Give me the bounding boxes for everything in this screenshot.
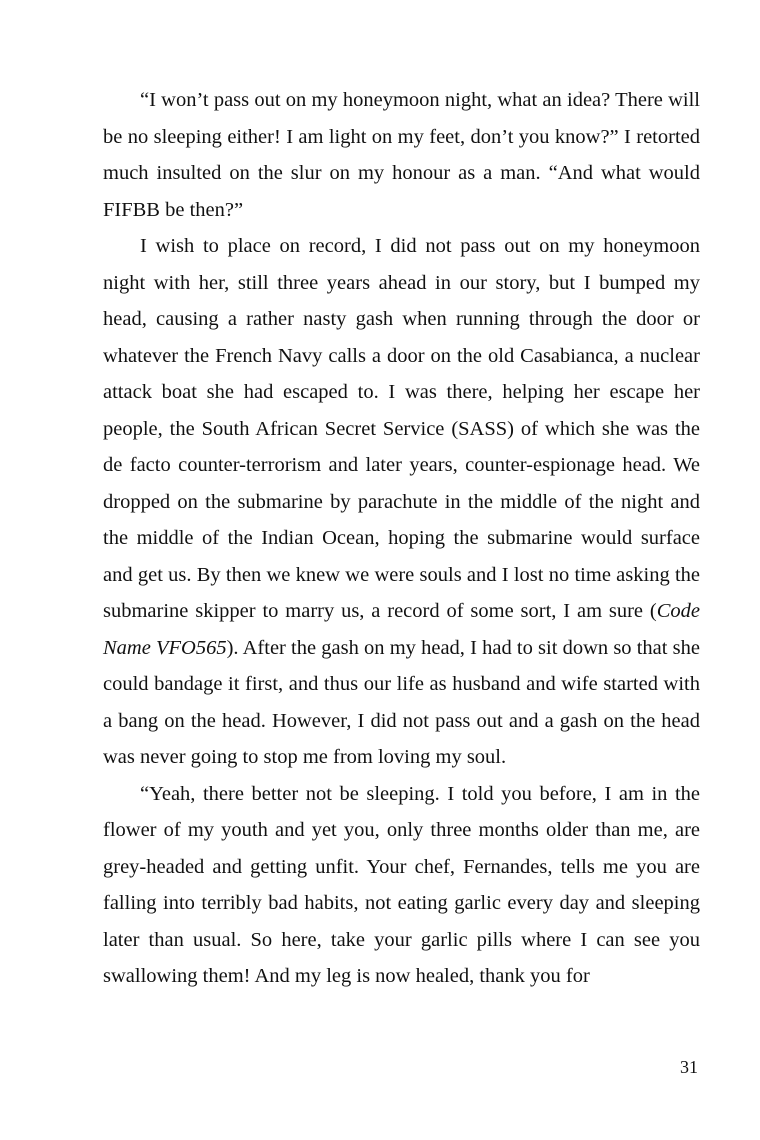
paragraph: “Yeah, there better not be sleeping. I told you before, I am in the flower of my youth and yet you, only three months older than me, are grey-headed and getting unfit. Your chef, Fernandes, tells me you are falling into terribly bad habits, not eating garlic every day and sleeping later than usual. So here, take your garlic pills where I can see you swallowing them! And my leg is now healed, thank you for: [103, 782, 700, 987]
body-text: [103, 82, 700, 995]
paragraph: [103, 228, 700, 776]
paragraph-text: ). After the gash on my head, I had to sit down so that she could bandage it first, and thus our life as husband and wife started with a bang on the head. However, I did not pass out and a gash on the head was never going to stop me from loving my soul.: [103, 636, 700, 768]
page-number: 31: [680, 1057, 698, 1077]
paragraph: “I won’t pass out on my honeymoon night, what an idea? There will be no sleeping either! I am light on my feet, don’t you know?” I retorted much insulted on the slur on my honour as a man. “And what would FIFBB be then?”: [103, 89, 700, 221]
book-title-italic: Code Name VFO565: [103, 600, 700, 659]
paragraph-text: I wish to place on record, I did not pass out on my honeymoon night with her, still three years ahead in our story, but I bumped my head, causing a rather nasty gash when running through the door or whatever the French Navy calls a door on the old Casabianca, a nuclear attack boat she had escaped to. I was there, helping her escape her people, the South African Secret Service (SASS) of which she was the de facto counter-terrorism and later years, counter-espionage head. We dropped on the submarine by parachute in the middle of the night and the middle of the Indian Ocean, hoping the submarine would surface and get us. By then we knew we were souls and I lost no time asking the submarine skipper to marry us, a record of some sort, I am sure (: [103, 235, 700, 622]
